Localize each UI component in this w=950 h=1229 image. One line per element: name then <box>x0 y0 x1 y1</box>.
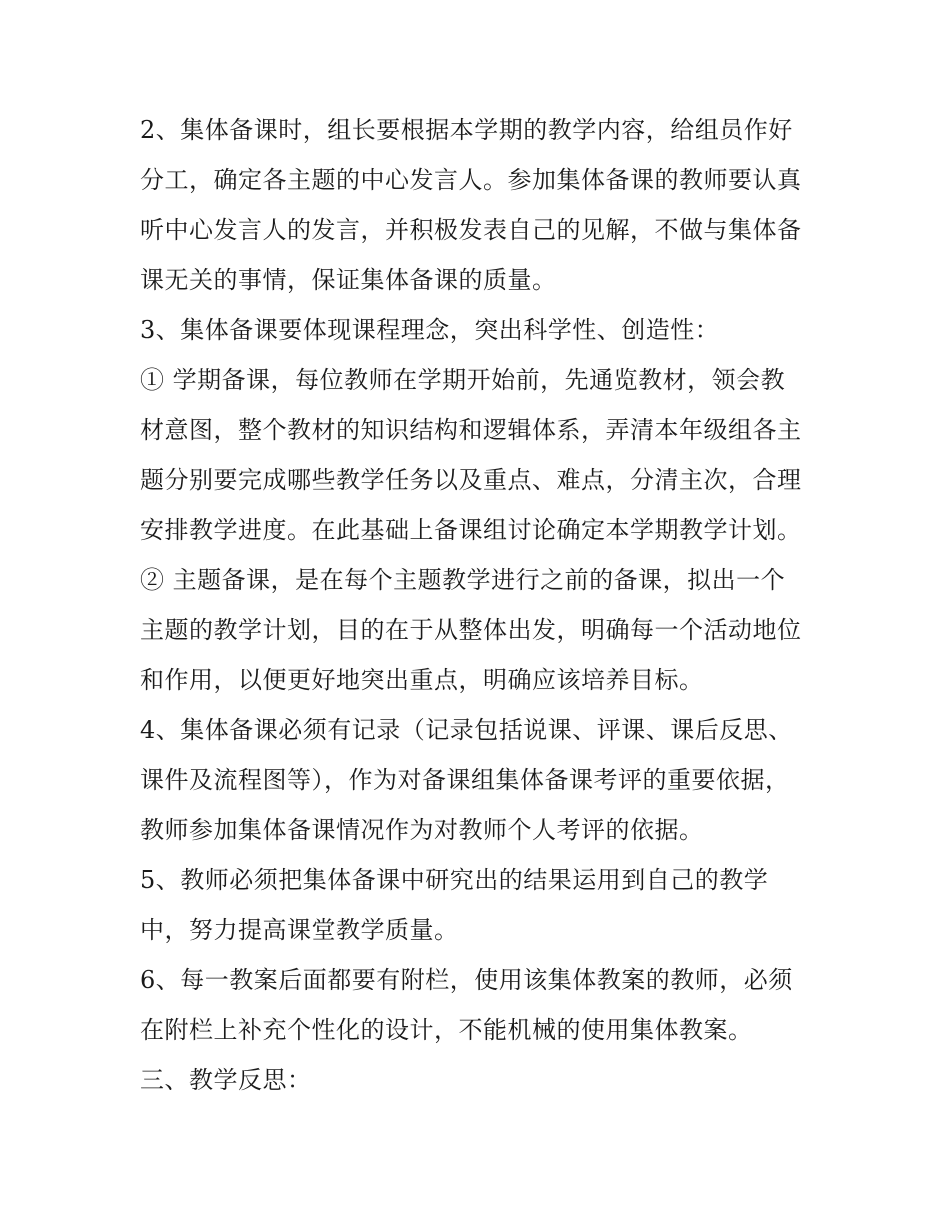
text-line: 题分别要完成哪些教学任务以及重点、难点，分清主次，合理 <box>140 466 802 494</box>
text-line: 3、集体备课要体现课程理念，突出科学性、创造性： <box>140 316 720 344</box>
text-line: ① 学期备课，每位教师在学期开始前，先通览教材，领会教 <box>140 366 786 394</box>
text-line: 材意图，整个教材的知识结构和逻辑体系，弄清本年级组各主 <box>140 416 802 444</box>
text-line: 安排教学进度。在此基础上备课组讨论确定本学期教学计划。 <box>140 516 802 544</box>
text-line: 分工，确定各主题的中心发言人。参加集体备课的教师要认真 <box>140 166 802 194</box>
text-line: 课件及流程图等），作为对备课组集体备课考评的重要依据， <box>140 766 790 794</box>
text-line: 在附栏上补充个性化的设计，不能机械的使用集体教案。 <box>140 1016 753 1044</box>
text-line: 听中心发言人的发言，并积极发表自己的见解，不做与集体备 <box>140 216 802 244</box>
text-line: 5、教师必须把集体备课中研究出的结果运用到自己的教学 <box>140 866 769 894</box>
text-line: 6、每一教案后面都要有附栏，使用该集体教案的教师，必须 <box>140 966 793 994</box>
text-line: 4、集体备课必须有记录（记录包括说课、评课、课后反思、 <box>140 716 793 744</box>
text-line: 课无关的事情，保证集体备课的质量。 <box>140 266 557 294</box>
text-line: ② 主题备课，是在每个主题教学进行之前的备课，拟出一个 <box>140 566 786 594</box>
text-line: 主题的教学计划，目的在于从整体出发，明确每一个活动地位 <box>140 616 802 644</box>
text-line: 教师参加集体备课情况作为对教师个人考评的依据。 <box>140 816 704 844</box>
text-line: 和作用，以便更好地突出重点，明确应该培养目标。 <box>140 666 704 694</box>
section-heading: 三、教学反思： <box>140 1066 312 1094</box>
text-line: 中，努力提高课堂教学质量。 <box>140 916 459 944</box>
text-line: 2、集体备课时，组长要根据本学期的教学内容，给组员作好 <box>140 116 793 144</box>
